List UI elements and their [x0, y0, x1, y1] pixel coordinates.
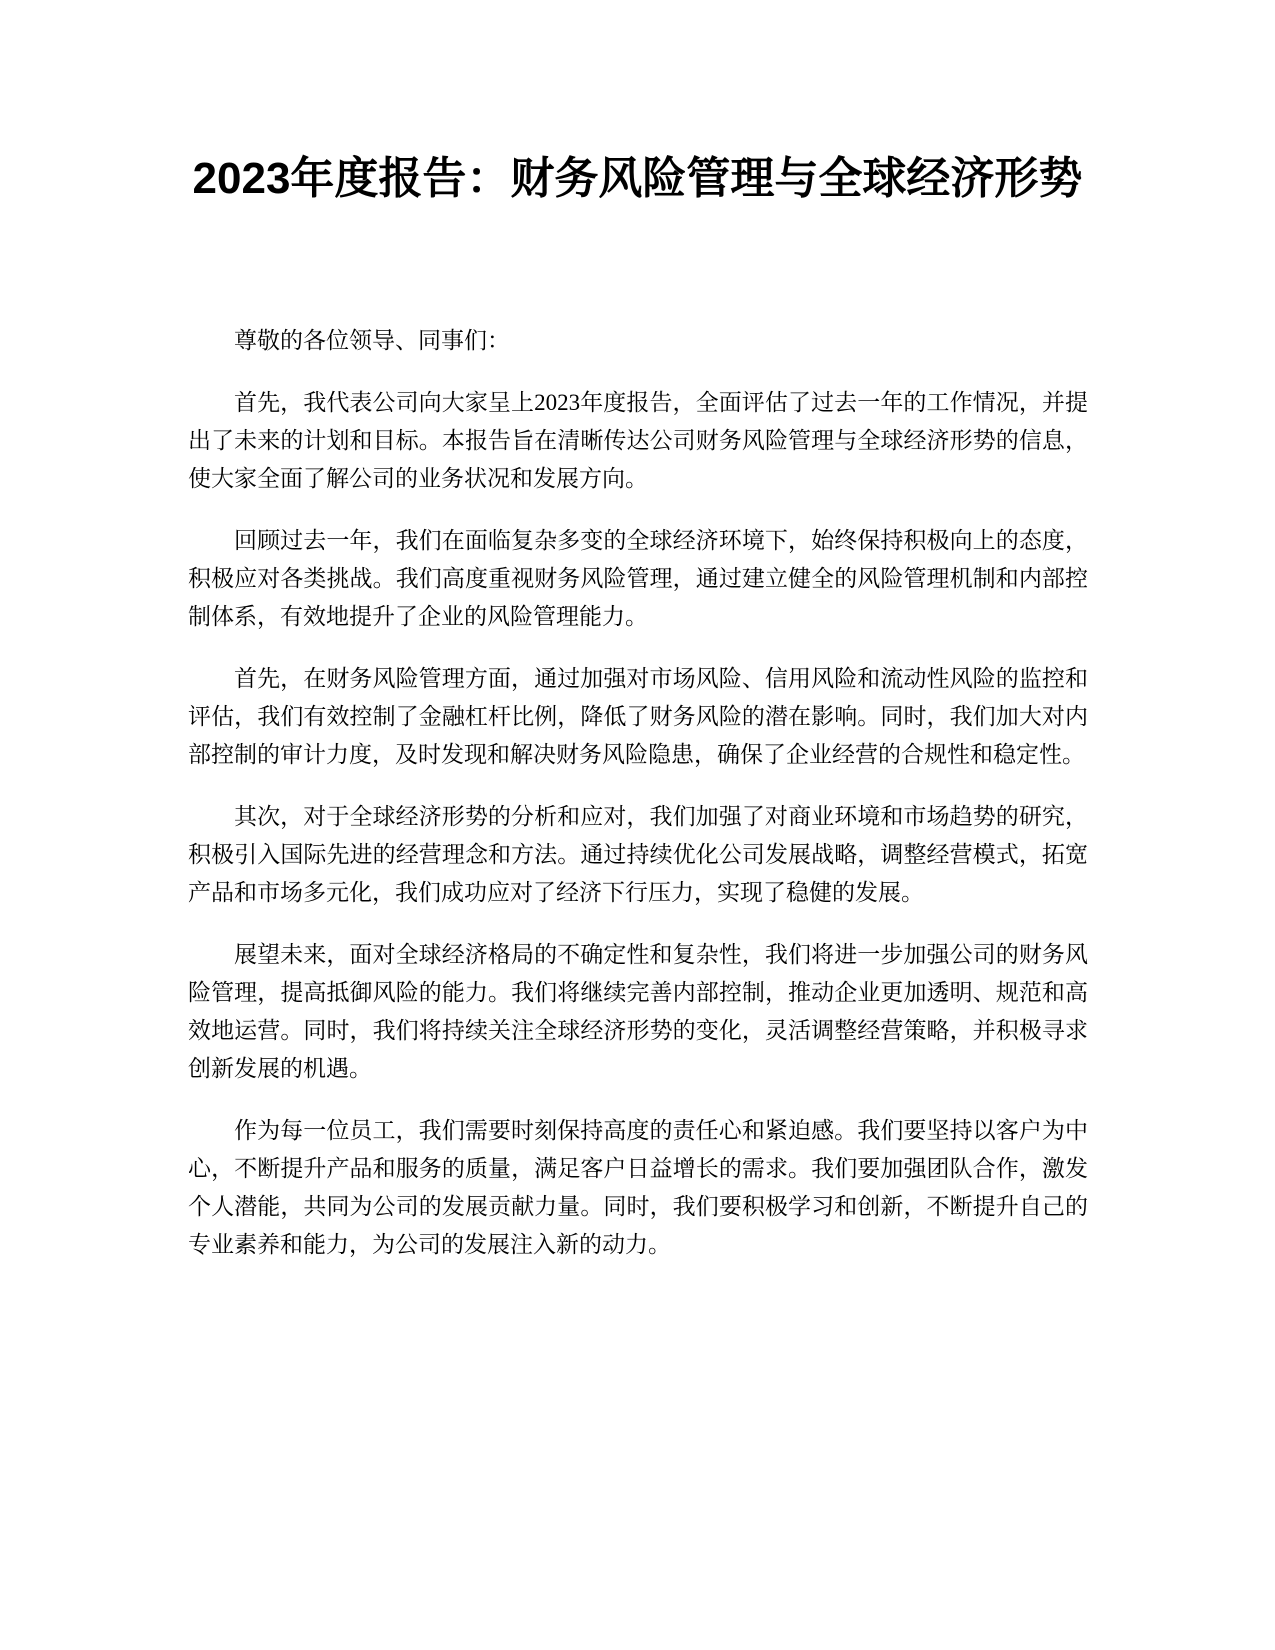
intro-paragraph: 首先，我代表公司向大家呈上2023年度报告，全面评估了过去一年的工作情况，并提出了未来的计划和目标。本报告旨在清晰传达公司财务风险管理与全球经济形势的信息，使大家全面了解公司的业务状况和发展方向。 [188, 390, 1088, 491]
outlook-paragraph: 展望未来，面对全球经济格局的不确定性和复杂性，我们将进一步加强公司的财务风险管理，提高抵御风险的能力。我们将继续完善内部控制，推动企业更加透明、规范和高效地运营。同时，我们将持续关注全球经济形势的变化，灵活调整经营策略，并积极寻求创新发展的机遇。 [188, 942, 1088, 1081]
employee-paragraph: 作为每一位员工，我们需要时刻保持高度的责任心和紧迫感。我们要坚持以客户为中心，不断提升产品和服务的质量，满足客户日益增长的需求。我们要加强团队合作，激发个人潜能，共同为公司的发展贡献力量。同时，我们要积极学习和创新，不断提升自己的专业素养和能力，为公司的发展注入新的动力。 [188, 1118, 1088, 1257]
review-paragraph: 回顾过去一年，我们在面临复杂多变的全球经济环境下，始终保持积极向上的态度，积极应对各类挑战。我们高度重视财务风险管理，通过建立健全的风险管理机制和内部控制体系，有效地提升了企业的风险管理能力。 [188, 528, 1088, 629]
financial-risk-paragraph: 首先，在财务风险管理方面，通过加强对市场风险、信用风险和流动性风险的监控和评估，我们有效控制了金融杠杆比例，降低了财务风险的潜在影响。同时，我们加大对内部控制的审计力度，及时发现和解决财务风险隐患，确保了企业经营的合规性和稳定性。 [188, 666, 1088, 767]
salutation-paragraph: 尊敬的各位领导、同事们： [234, 328, 510, 353]
document-title: 2023年度报告：财务风险管理与全球经济形势 [192, 154, 1083, 203]
document-body [188, 322, 1088, 1288]
global-economy-paragraph: 其次，对于全球经济形势的分析和应对，我们加强了对商业环境和市场趋势的研究，积极引入国际先进的经营理念和方法。通过持续优化公司发展战略，调整经营模式，拓宽产品和市场多元化，我们成功应对了经济下行压力，实现了稳健的发展。 [188, 804, 1088, 905]
